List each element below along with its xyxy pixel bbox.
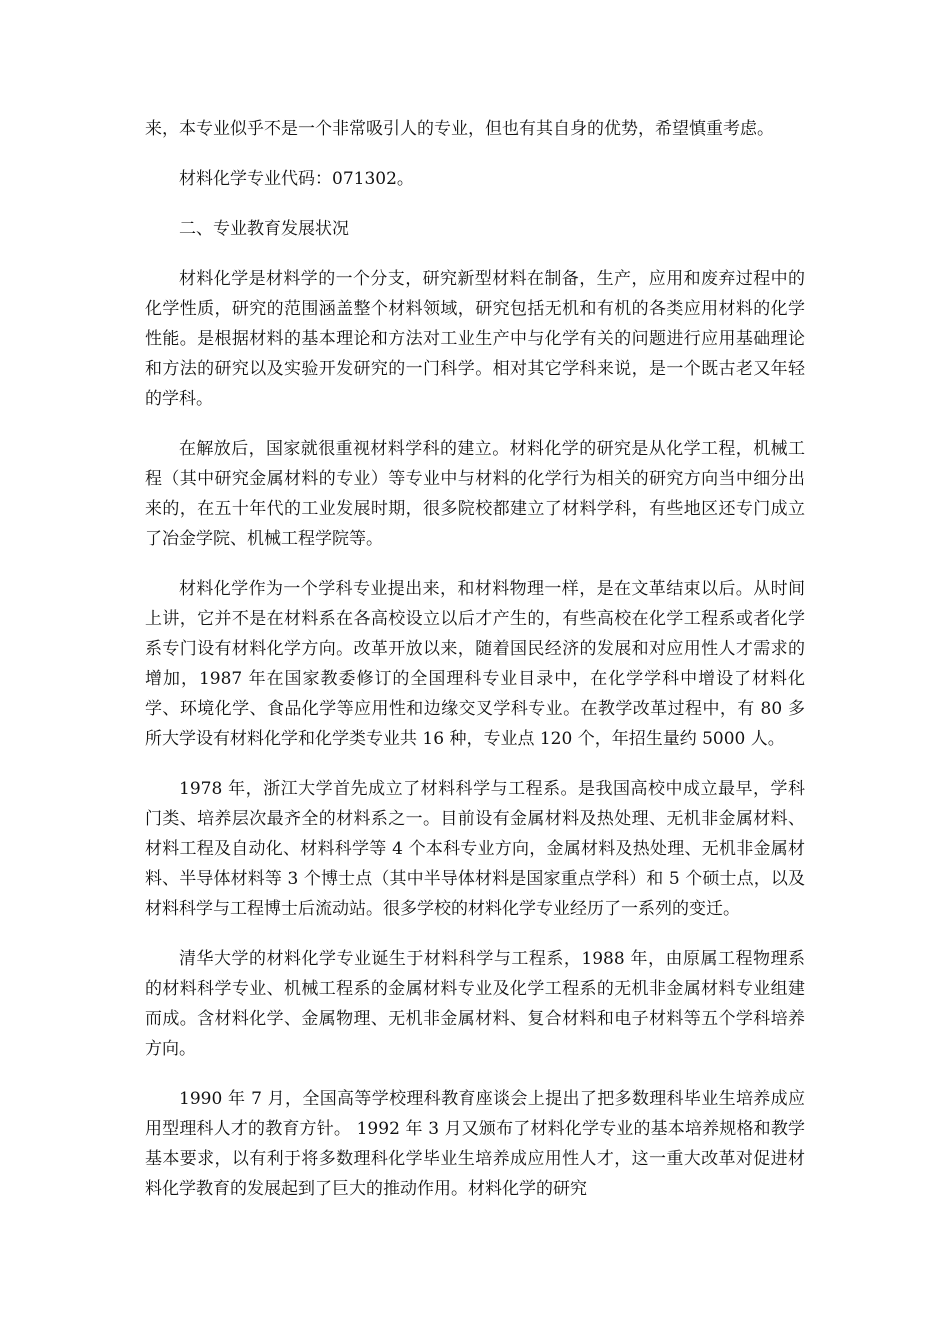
paragraph-1990-reform: 1990 年 7 月，全国高等学校理科教育座谈会上提出了把多数理科毕业生培养成应用型理科人才的教育方针。 1992 年 3 月又颁布了材料化学专业的基本培养规格和教学基本要求，以有利于将多数理科化学毕业生培养成应用性人才，这一重大改革对促进材料化学教育的发展起到了巨大的推动作用。材料化学的研究 — [145, 1089, 805, 1199]
paragraph-definition: 材料化学是材料学的一个分支，研究新型材料在制备，生产，应用和废弃过程中的化学性质，研究的范围涵盖整个材料领域，研究包括无机和有机的各类应用材料的化学性能。是根据材料的基本理论和方法对工业生产中与化学有关的问题进行应用基础理论和方法的研究以及实验开发研究的一门科学。相对其它学科来说，是一个既古老又年轻的学科。 — [145, 269, 805, 409]
document-page — [145, 114, 805, 1224]
paragraph-continuation: 来，本专业似乎不是一个非常吸引人的专业，但也有其自身的优势，希望慎重考虑。 — [145, 119, 774, 139]
paragraph-zhejiang: 1978 年，浙江大学首先成立了材料科学与工程系。是我国高校中成立最早，学科门类、培养层次最齐全的材料系之一。目前设有金属材料及热处理、无机非金属材料、材料工程及自动化、材料科学等 4 个本科专业方向，金属材料及热处理、无机非金属材料、半导体材料等 3 个博士点（其中半导体材料是国家重点学科）和 5 个硕士点，以及材料科学与工程博士后流动站。很多学校的材料化学专业经历了一系列的变迁。 — [145, 779, 805, 919]
section-heading: 二、专业教育发展状况 — [179, 219, 349, 239]
paragraph-history: 在解放后，国家就很重视材料学科的建立。材料化学的研究是从化学工程，机械工程（其中研究金属材料的专业）等专业中与材料的化学行为相关的研究方向当中细分出来的，在五十年代的工业发展时期，很多院校都建立了材料学科，有些地区还专门成立了冶金学院、机械工程学院等。 — [145, 439, 805, 549]
paragraph-major-code: 材料化学专业代码：071302。 — [179, 169, 414, 189]
paragraph-discipline-origin: 材料化学作为一个学科专业提出来，和材料物理一样，是在文革结束以后。从时间上讲，它并不是在材料系在各高校设立以后才产生的，有些高校在化学工程系或者化学系专门设有材料化学方向。改革开放以来，随着国民经济的发展和对应用性人才需求的增加，1987 年在国家教委修订的全国理科专业目录中，在化学学科中增设了材料化学、环境化学、食品化学等应用性和边缘交叉学科专业。在教学改革过程中，有 80 多所大学设有材料化学和化学类专业共 16 种，专业点 120 个，年招生量约 5000 人。 — [145, 579, 805, 749]
paragraph-tsinghua: 清华大学的材料化学专业诞生于材料科学与工程系，1988 年，由原属工程物理系的材料科学专业、机械工程系的金属材料专业及化学工程系的无机非金属材料专业组建而成。含材料化学、金属物理、无机非金属材料、复合材料和电子材料等五个学科培养方向。 — [145, 949, 805, 1059]
